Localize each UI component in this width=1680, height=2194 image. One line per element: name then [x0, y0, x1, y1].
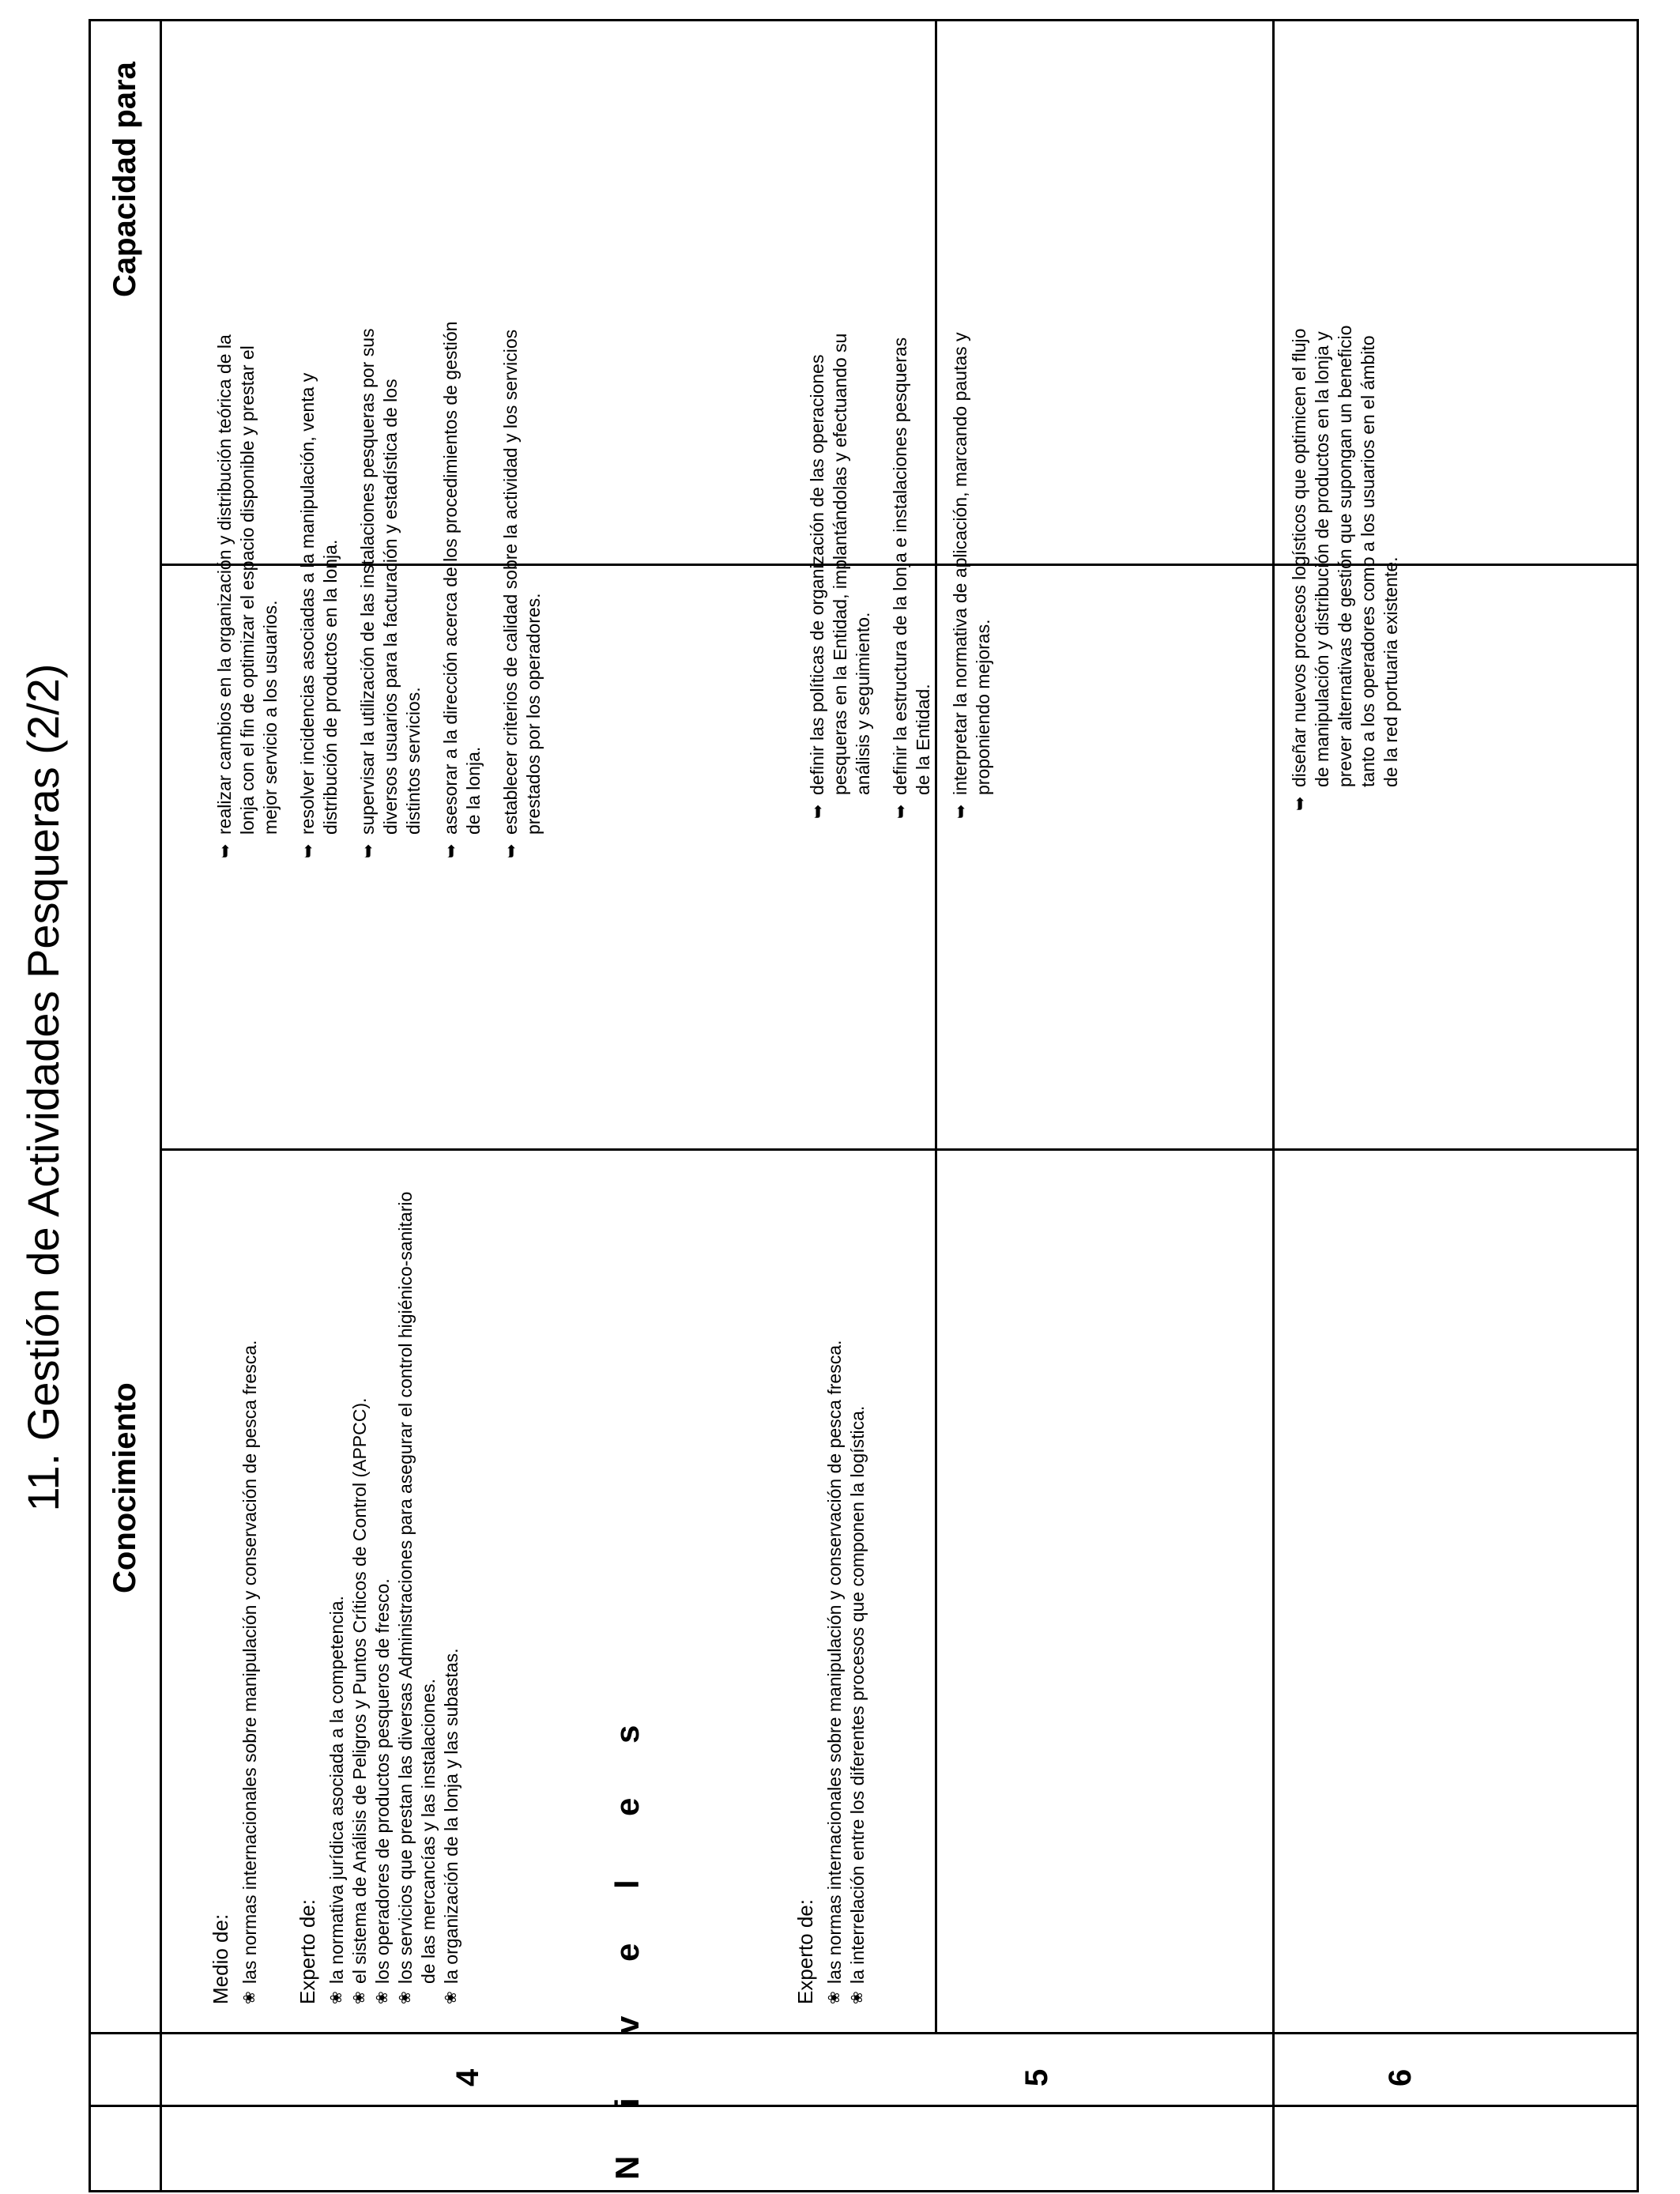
level-number: 6: [1383, 2068, 1418, 2087]
header-conocimiento: Conocimiento: [107, 1382, 142, 1593]
level-number: 4: [450, 2068, 485, 2087]
knowledge-item: ❀ el sistema de Análisis de Peligros y Puntos Críticos de Control (APPCC).: [348, 1167, 371, 2004]
knowledge-item: ❀ los servicios que prestan las diversas Administraciones para asegurar el control higiénico-sanitario de las mercancías y las instalaciones.: [394, 1167, 440, 2004]
capacity-item: ➥ asesorar a la dirección acerca de los procedimientos de gestión de la lonja.: [439, 321, 485, 858]
capacity-item: ➥ establecer criterios de calidad sobre la actividad y los servicios prestados por los operadores.: [499, 321, 545, 858]
conocimiento-cell-5: [794, 1167, 869, 2004]
page-title: 11. Gestión de Actividades Pesqueras (2/2): [18, 663, 68, 1512]
table-divider: [89, 2105, 1639, 2107]
knowledge-item: ❀ las normas internacionales sobre manipulación y conservación de pesca fresca.: [239, 1167, 262, 2004]
knowledge-lead: Experto de:: [793, 1899, 817, 2004]
niveles-letter: v: [608, 2015, 646, 2034]
knowledge-item: ❀ la interrelación entre los diferentes procesos que componen la logística.: [846, 1167, 869, 2004]
capacidad-cell-5: [806, 321, 1009, 819]
knowledge-item: ❀ la organización de la lonja y las subastas.: [440, 1167, 463, 2004]
capacity-item: ➥ interpretar la normativa de aplicación, marcando pautas y proponiendo mejoras.: [949, 321, 995, 819]
niveles-letter: e: [608, 1797, 646, 1816]
knowledge-lead: Medio de:: [209, 1913, 232, 2004]
capacity-item: ➥ resolver incidencias asociadas a la manipulación, venta y distribución de productos en la lonja.: [296, 321, 342, 858]
capacity-item: ➥ definir la estructura de la lonja e instalaciones pesqueras de la Entidad.: [889, 321, 935, 819]
niveles-letter: l: [608, 1879, 646, 1889]
niveles-letter: e: [608, 1943, 646, 1962]
knowledge-item: ❀ los operadores de productos pesqueros de fresco.: [371, 1167, 394, 2004]
table-divider: [160, 19, 162, 2192]
conocimiento-cell-4: [209, 1167, 463, 2004]
table-divider: [160, 1148, 1639, 1151]
niveles-letter: i: [608, 2098, 646, 2107]
capacity-item: ➥ realizar cambios en la organización y distribución teórica de la lonja con el fin de optimizar el espacio disponible y prestar el mejor servicio a los usuarios.: [213, 321, 282, 858]
niveles-letter: N: [608, 2155, 646, 2180]
capacity-item: ➥ supervisar la utilización de las instalaciones pesqueras por sus diversos usuarios para la facturación y estadística de los distintos servicios.: [356, 321, 425, 858]
capacidad-cell-4: [213, 321, 559, 858]
capacity-item: ➥ definir las políticas de organización de las operaciones pesqueras en la Entidad, implantándolas y efectuando su análisis y seguimiento.: [806, 321, 875, 819]
knowledge-item: ❀ las normas internacionales sobre manipulación y conservación de pesca fresca.: [823, 1167, 846, 2004]
knowledge-item: ❀ la normativa jurídica asociada a la competencia.: [326, 1167, 348, 2004]
capacidad-cell-6: [1288, 321, 1417, 811]
niveles-letter: s: [608, 1725, 646, 1744]
level-number: 5: [1019, 2068, 1054, 2087]
header-capacidad: Capacidad para: [107, 62, 142, 297]
capacity-item: ➥ diseñar nuevos procesos logísticos que optimicen el flujo de manipulación y distribución de productos en la lonja y prever alternativas de gestión que supongan un beneficio tanto a los operadores como a los usuarios en el ámbito de la red portuaria existente.: [1288, 321, 1403, 811]
table-divider: [89, 2032, 1639, 2034]
table-divider: [1272, 19, 1275, 2192]
knowledge-lead: Experto de:: [296, 1899, 319, 2004]
